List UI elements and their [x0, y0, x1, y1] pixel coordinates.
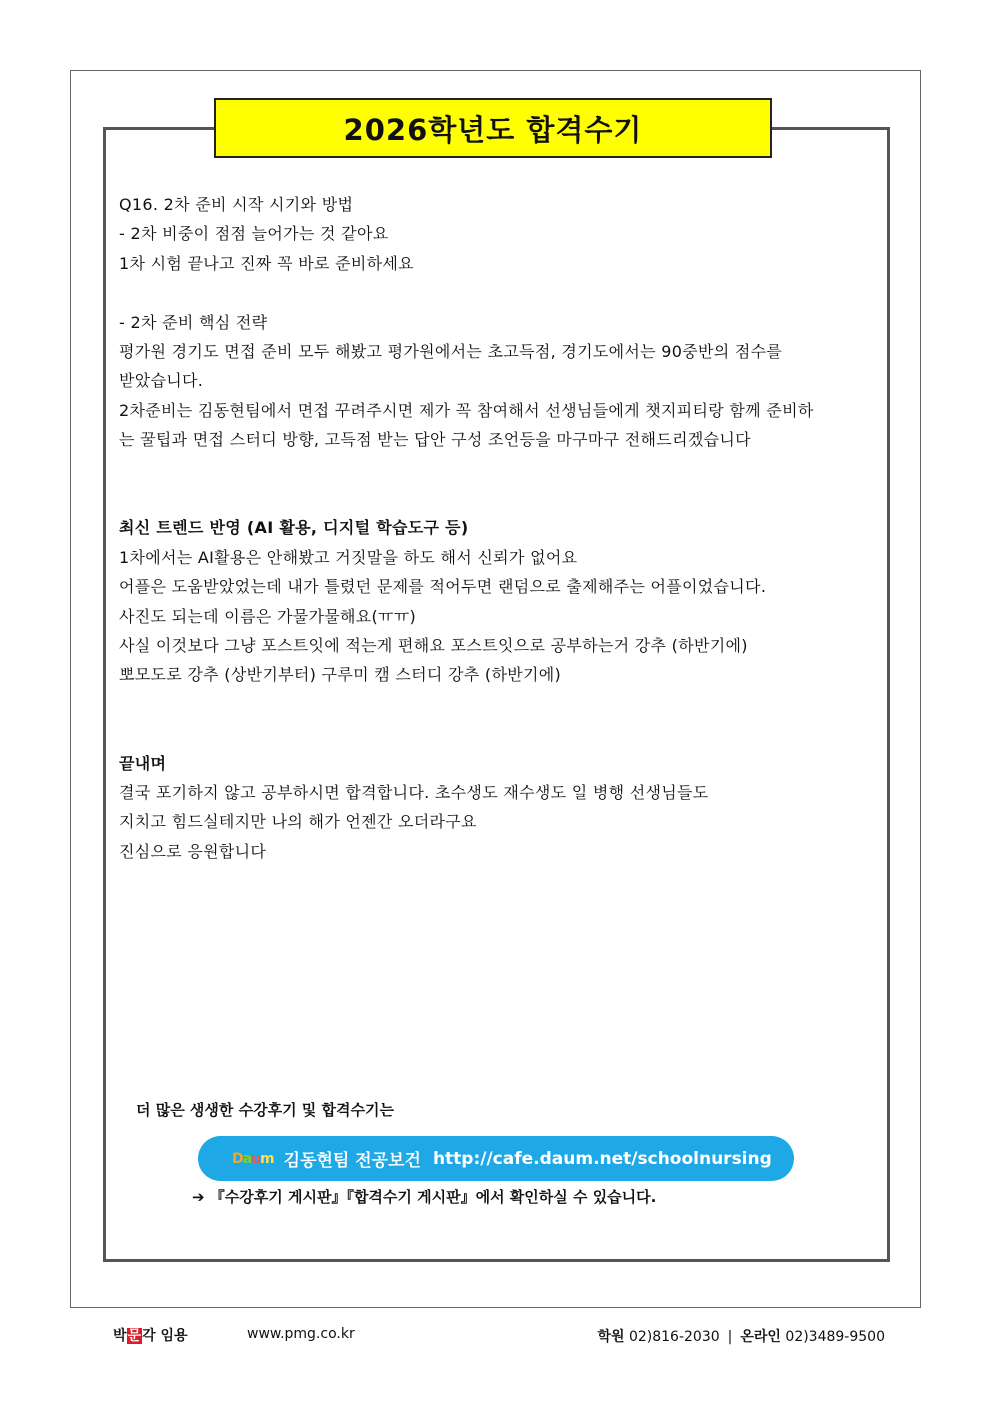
section-heading: 최신 트렌드 반영 (AI 활용, 디지털 학습도구 등) [119, 518, 469, 538]
contact-phones: 학원 02)816-2030 | 온라인 02)3489-9500 [597, 1329, 885, 1345]
body-line: 2차준비는 김동현팀에서 면접 꾸려주시면 제가 꼭 참여해서 선생님들에게 챗지피티랑 함께 준비하 [119, 400, 814, 420]
cafe-url[interactable]: http://cafe.daum.net/schoolnursing [432, 1148, 772, 1169]
body-line: Q16. 2차 준비 시작 시기와 방법 [119, 195, 354, 214]
page-footer [0, 1320, 992, 1350]
body-line: - 2차 준비 핵심 전략 [119, 312, 268, 332]
body-line: 지치고 힘드실테지만 나의 해가 언젠간 오더라구요 [119, 812, 477, 832]
brand-logo: 박문각 임용 [113, 1328, 188, 1344]
body-line: 진심으로 응원합니다 [119, 841, 267, 861]
body-line: 사실 이것보다 그냥 포스트잇에 적는게 편해요 포스트잇으로 공부하는거 강추 (하반기에) [119, 636, 748, 656]
blank-line [119, 719, 889, 748]
essay-body [119, 190, 889, 866]
body-line: 결국 포기하지 않고 공부하시면 합격합니다. 초수생도 재수생도 일 병행 선생님들도 [119, 783, 709, 803]
body-line: 받았습니다. [119, 371, 204, 391]
website-link[interactable]: www.pmg.co.kr [247, 1326, 355, 1342]
blank-line [119, 690, 889, 719]
body-line: - 2차 비중이 점점 늘어가는 것 같아요 [119, 224, 389, 244]
page-title: 2026학년도 합격수기 [214, 98, 772, 158]
cta-intro-text: 더 많은 생생한 수강후기 및 합격수기는 [136, 1101, 394, 1119]
cafe-name: 김동현팀 전공보건 [283, 1151, 421, 1171]
body-line: 1차에서는 AI활용은 안해봤고 거짓말을 하도 해서 신뢰가 없어요 [119, 547, 578, 567]
blank-line [119, 455, 889, 484]
blank-line [119, 484, 889, 513]
daum-logo: Daum [232, 1150, 274, 1167]
body-line: 평가원 경기도 면접 준비 모두 해봤고 평가원에서는 초고득점, 경기도에서는 90중반의 점수를 [119, 342, 783, 362]
body-line: 어플은 도움받았었는데 내가 틀렸던 문제를 적어두면 랜덤으로 출제해주는 어플이었습니다. [119, 577, 767, 597]
cafe-link-button[interactable] [198, 1136, 794, 1181]
body-line: 1차 시험 끝나고 진짜 꼭 바로 준비하세요 [119, 253, 414, 273]
blank-line [119, 278, 889, 307]
body-line: 뽀모도로 강추 (상반기부터) 구루미 캠 스터디 강추 (하반기에) [119, 665, 562, 685]
body-line: 는 꿀팁과 면접 스터디 방향, 고득점 받는 답안 구성 조언등을 마구마구 전해드리겠습니다 [119, 430, 751, 450]
body-line: 사진도 되는데 이름은 가물가물해요(ㅠㅠ) [119, 606, 417, 626]
board-notice: ➔ 『수강후기 게시판』『합격수기 게시판』에서 확인하실 수 있습니다. [192, 1188, 657, 1206]
section-heading: 끝내며 [119, 753, 167, 773]
